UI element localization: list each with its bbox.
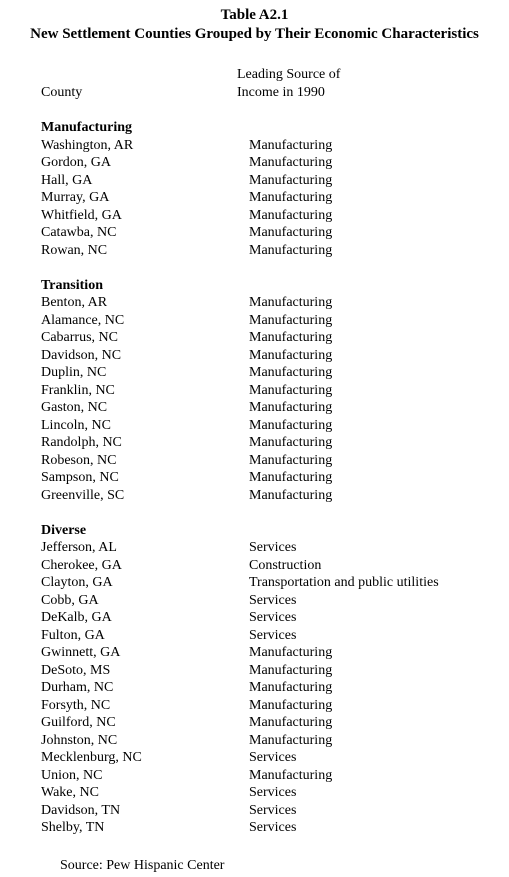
county-name: Franklin, NC <box>41 382 115 398</box>
income-source: Services <box>249 750 297 765</box>
income-source: Transportation and public utilities <box>249 575 439 590</box>
source-note: Source: Pew Hispanic Center <box>60 858 225 873</box>
county-name: Davidson, NC <box>41 347 122 363</box>
income-source: Manufacturing <box>249 330 333 345</box>
income-source: Services <box>249 540 297 555</box>
income-source: Manufacturing <box>249 732 333 748</box>
county-name: Alamance, NC <box>41 312 125 328</box>
county-name: Cherokee, GA <box>41 557 122 573</box>
income-source: Manufacturing <box>249 365 333 380</box>
table-row <box>0 732 509 750</box>
income-source: Manufacturing <box>249 347 333 363</box>
county-name: Jefferson, AL <box>41 540 117 555</box>
column-header-county: County <box>41 85 83 100</box>
table-row <box>0 189 509 207</box>
county-name: Fulton, GA <box>41 627 105 643</box>
county-name: DeSoto, MS <box>41 662 111 678</box>
table-title: Table A2.1 <box>220 7 289 23</box>
income-source: Manufacturing <box>249 172 333 188</box>
income-source: Manufacturing <box>249 312 333 328</box>
county-name: Greenville, SC <box>41 487 125 503</box>
table-row <box>0 802 509 820</box>
county-name: Guilford, NC <box>41 715 116 730</box>
table-row <box>0 207 509 225</box>
county-name: Wake, NC <box>41 785 99 800</box>
table-row <box>0 539 509 557</box>
income-source: Services <box>249 802 297 818</box>
county-name: Benton, AR <box>41 295 108 310</box>
county-name: Rowan, NC <box>41 242 108 258</box>
income-source: Manufacturing <box>249 767 333 783</box>
county-name: Cobb, GA <box>41 592 99 608</box>
county-name: Sampson, NC <box>41 470 119 485</box>
table-row <box>0 592 509 610</box>
table-row <box>0 329 509 347</box>
county-name: Shelby, TN <box>41 820 105 835</box>
table-row <box>0 364 509 382</box>
table-row <box>0 609 509 627</box>
county-name: Hall, GA <box>41 172 93 188</box>
income-source: Services <box>249 610 297 625</box>
income-source: Manufacturing <box>249 400 333 415</box>
county-name: Forsyth, NC <box>41 697 111 713</box>
table-row <box>0 819 509 837</box>
table-row <box>0 662 509 680</box>
county-name: Clayton, GA <box>41 575 113 590</box>
table-row <box>0 137 509 155</box>
table-row <box>0 679 509 697</box>
table-row <box>0 347 509 365</box>
income-source: Manufacturing <box>249 715 333 730</box>
income-source: Manufacturing <box>249 295 333 310</box>
income-source: Services <box>249 592 297 608</box>
income-source: Manufacturing <box>249 382 333 398</box>
income-source: Services <box>249 820 297 835</box>
county-name: Durham, NC <box>41 680 114 695</box>
table-row <box>0 224 509 242</box>
income-source: Manufacturing <box>249 452 333 468</box>
table-row <box>0 627 509 645</box>
table-row <box>0 154 509 172</box>
group-title-manufacturing: Manufacturing <box>41 120 132 135</box>
county-name: Gwinnett, GA <box>41 645 121 660</box>
county-name: Union, NC <box>41 767 103 783</box>
group-title-diverse: Diverse <box>41 522 87 538</box>
table-row <box>0 487 509 505</box>
income-source: Manufacturing <box>249 487 333 503</box>
table-row <box>0 557 509 575</box>
table-row <box>0 749 509 767</box>
table-row <box>0 469 509 487</box>
table-row <box>0 644 509 662</box>
county-name: Duplin, NC <box>41 365 107 380</box>
income-source: Manufacturing <box>249 190 333 205</box>
group-title-transition: Transition <box>41 277 103 293</box>
income-source: Manufacturing <box>249 137 333 153</box>
table-row <box>0 574 509 592</box>
table-row <box>0 767 509 785</box>
county-name: Gaston, NC <box>41 400 108 415</box>
county-name: Cabarrus, NC <box>41 330 118 345</box>
table-row <box>0 417 509 435</box>
table-row <box>0 784 509 802</box>
county-name: Davidson, TN <box>41 802 121 818</box>
income-source: Manufacturing <box>249 697 333 713</box>
county-name: Lincoln, NC <box>41 417 111 433</box>
income-source: Services <box>249 785 297 800</box>
county-name: Washington, AR <box>41 137 134 153</box>
county-name: Johnston, NC <box>41 732 118 748</box>
county-name: DeKalb, GA <box>41 610 112 625</box>
table-row <box>0 714 509 732</box>
column-header-source-line1: Leading Source of <box>237 67 341 82</box>
column-header-source-line2: Income in 1990 <box>237 85 325 100</box>
table-row <box>0 294 509 312</box>
county-name: Catawba, NC <box>41 225 117 240</box>
table-subtitle: New Settlement Counties Grouped by Their Economic Characteristics <box>30 26 479 42</box>
table-row <box>0 382 509 400</box>
income-source: Construction <box>249 557 322 573</box>
county-name: Mecklenburg, NC <box>41 750 142 765</box>
county-name: Randolph, NC <box>41 435 122 450</box>
income-source: Manufacturing <box>249 645 333 660</box>
table-row <box>0 242 509 260</box>
table-row <box>0 697 509 715</box>
income-source: Manufacturing <box>249 225 333 240</box>
table-row <box>0 434 509 452</box>
county-name: Robeson, NC <box>41 452 117 468</box>
income-source: Manufacturing <box>249 242 333 258</box>
income-source: Manufacturing <box>249 662 333 678</box>
income-source: Manufacturing <box>249 680 333 695</box>
income-source: Services <box>249 627 297 643</box>
county-name: Murray, GA <box>41 190 110 205</box>
income-source: Manufacturing <box>249 470 333 485</box>
table-row <box>0 399 509 417</box>
county-name: Whitfield, GA <box>41 207 122 223</box>
income-source: Manufacturing <box>249 207 333 223</box>
table-row <box>0 452 509 470</box>
column-header-source <box>237 66 340 102</box>
table-row <box>0 312 509 330</box>
income-source: Manufacturing <box>249 435 333 450</box>
county-name: Gordon, GA <box>41 155 111 170</box>
table-row <box>0 172 509 190</box>
income-source: Manufacturing <box>249 155 333 170</box>
income-source: Manufacturing <box>249 417 333 433</box>
